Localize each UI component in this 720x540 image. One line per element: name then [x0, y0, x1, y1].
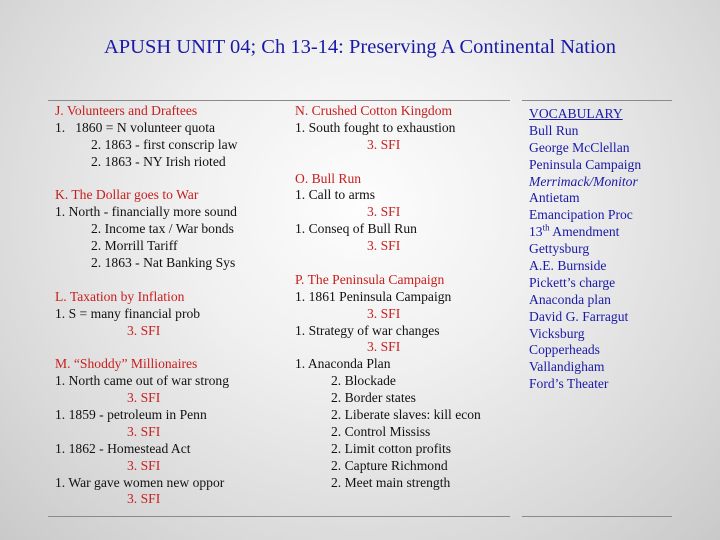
- outline-item: 1. Call to arms: [295, 187, 376, 203]
- section-heading: O. Bull Run: [295, 170, 362, 186]
- item-text: 1860 = N volunteer quota: [75, 119, 216, 135]
- vocab-term: Emancipation Proc: [529, 207, 633, 223]
- outline-item: 2. Meet main strength: [331, 474, 451, 490]
- outline-column-2: [295, 103, 481, 491]
- sfi-item: 3. SFI: [127, 491, 161, 507]
- outline-item: 2. Capture Richmond: [331, 457, 448, 473]
- outline-item: 1. Strategy of war changes: [295, 322, 440, 338]
- outline-item: [55, 120, 237, 137]
- outline-item: 2. 1863 - Nat Banking Sys: [91, 255, 236, 271]
- outline-item: 2. Limit cotton profits: [331, 440, 452, 456]
- outline-item: 1. 1862 - Homestead Act: [55, 440, 191, 456]
- sfi-item: 3. SFI: [367, 238, 401, 254]
- vocab-term: [529, 224, 641, 241]
- bottom-rule-left: [48, 516, 510, 517]
- vocab-term: Pickett’s charge: [529, 274, 616, 290]
- sfi-item: 3. SFI: [127, 423, 161, 439]
- vocab-term: Ford’s Theater: [529, 376, 609, 392]
- sfi-item: 3. SFI: [367, 204, 401, 220]
- outline-item: 2. Border states: [331, 390, 416, 406]
- outline-item: 1. North - financially more sound: [55, 204, 237, 220]
- vocab-term: Peninsula Campaign: [529, 156, 642, 172]
- vocab-term-superscript: th: [542, 222, 550, 233]
- section-heading: N. Crushed Cotton Kingdom: [295, 103, 453, 118]
- top-rule-left: [48, 100, 510, 101]
- spacer: [295, 154, 481, 171]
- spacer: [55, 272, 237, 289]
- outline-item: 2. 1863 - first conscrip law: [91, 136, 238, 152]
- top-rule-right: [522, 100, 672, 101]
- outline-item: 1. Anaconda Plan: [295, 356, 391, 372]
- sfi-item: 3. SFI: [367, 339, 401, 355]
- outline-item: 1. 1861 Peninsula Campaign: [295, 288, 452, 304]
- outline-item: 2. Liberate slaves: kill econ: [331, 407, 481, 423]
- sfi-item: 3. SFI: [367, 305, 401, 321]
- vocab-term: Gettysburg: [529, 241, 590, 257]
- outline-item: 1. South fought to exhaustion: [295, 119, 456, 135]
- outline-column-1: [55, 103, 237, 508]
- vocab-term: Bull Run: [529, 122, 579, 138]
- spacer: [55, 339, 237, 356]
- outline-item: 1. War gave women new oppor: [55, 474, 225, 490]
- sfi-item: 3. SFI: [127, 457, 161, 473]
- outline-item: 2. Morrill Tariff: [91, 238, 178, 254]
- vocab-term: David G. Farragut: [529, 308, 629, 324]
- outline-item: 1. S = many financial prob: [55, 305, 201, 321]
- vocab-term: A.E. Burnside: [529, 258, 607, 274]
- spacer: [295, 255, 481, 272]
- outline-item: 1. North came out of war strong: [55, 373, 230, 389]
- vocab-term-suffix: Amendment: [549, 224, 620, 240]
- section-heading: L. Taxation by Inflation: [55, 288, 185, 304]
- vocabulary-heading: VOCABULARY: [529, 106, 623, 121]
- spacer: [55, 171, 237, 188]
- vocab-term: Vallandigham: [529, 359, 605, 375]
- section-heading: M. “Shoddy” Millionaires: [55, 356, 198, 372]
- sfi-item: 3. SFI: [127, 322, 161, 338]
- bottom-rule-right: [522, 516, 672, 517]
- section-heading: P. The Peninsula Campaign: [295, 271, 445, 287]
- outline-item: 2. Blockade: [331, 373, 396, 389]
- outline-item: 2. Income tax / War bonds: [91, 221, 234, 237]
- vocab-term: Copperheads: [529, 342, 600, 358]
- vocab-term: Anaconda plan: [529, 291, 611, 307]
- outline-item: 2. Control Mississ: [331, 423, 431, 439]
- vocab-term: Vicksburg: [529, 325, 585, 341]
- vocab-term: George McClellan: [529, 139, 630, 155]
- outline-item: 1. Conseq of Bull Run: [295, 221, 417, 237]
- vocab-term: Merrimack/Monitor: [529, 173, 638, 189]
- vocab-term: Antietam: [529, 190, 580, 206]
- outline-item: 1. 1859 - petroleum in Penn: [55, 407, 207, 423]
- slide-title: APUSH UNIT 04; Ch 13-14: Preserving A Continental Nation: [103, 36, 617, 58]
- section-heading: J. Volunteers and Draftees: [55, 103, 198, 118]
- outline-item: 2. 1863 - NY Irish rioted: [91, 153, 226, 169]
- sfi-item: 3. SFI: [367, 136, 401, 152]
- vocabulary-column: [529, 106, 641, 393]
- sfi-item: 3. SFI: [127, 390, 161, 406]
- item-number: 1.: [55, 119, 66, 135]
- vocab-term-number: 13: [529, 224, 543, 240]
- section-heading: K. The Dollar goes to War: [55, 187, 199, 203]
